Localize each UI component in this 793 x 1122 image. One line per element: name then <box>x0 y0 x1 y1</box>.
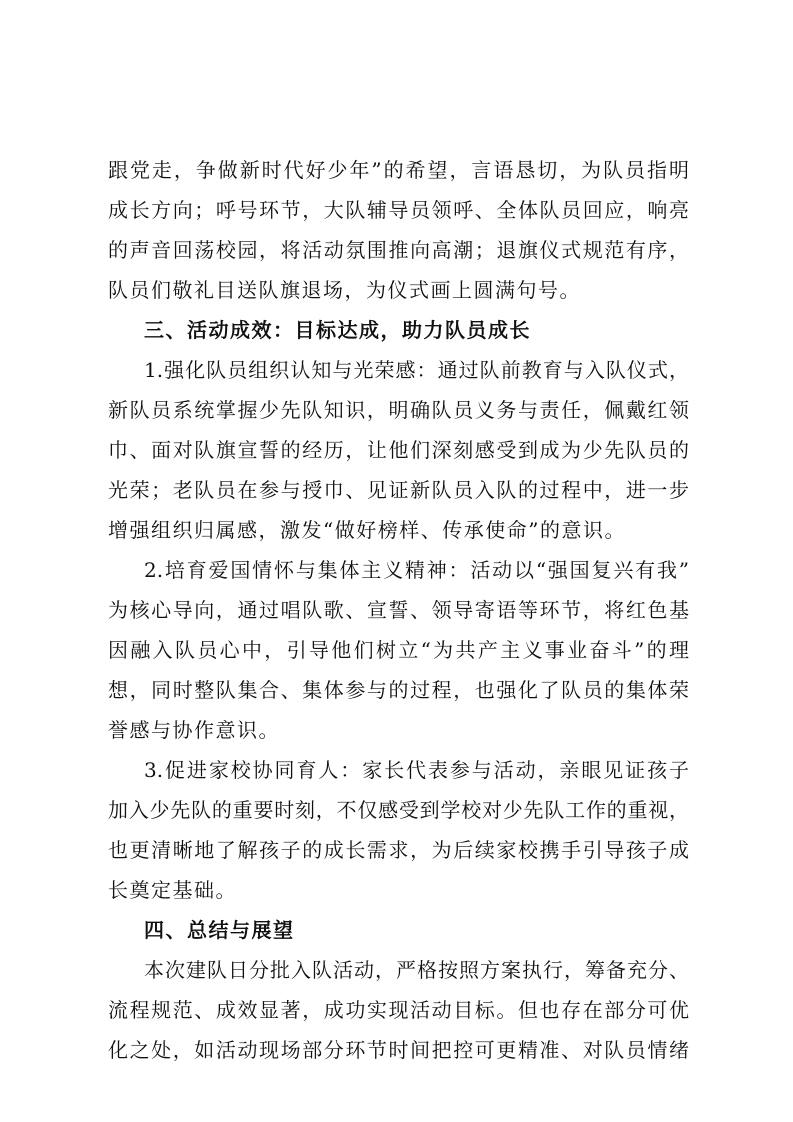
text-line: 巾、面对队旗宣誓的经历，让他们深刻感受到成为少先队员的 <box>108 438 689 462</box>
text-line: 因融入队员心中，引导他们树立“为共产主义事业奋斗”的理 <box>108 638 689 662</box>
text-line: 为核心导向，通过唱队歌、宣誓、领导寄语等环节，将红色基 <box>108 598 689 622</box>
paragraph <box>108 550 689 750</box>
text-line: 增强组织归属感，激发“做好榜样、传承使命”的意识。 <box>108 518 626 542</box>
paragraph <box>108 350 689 550</box>
text-line: 四、总结与展望 <box>144 918 295 942</box>
text-line: 化之处，如活动现场部分环节时间把控可更精准、对队员情绪 <box>108 1038 689 1062</box>
section-heading <box>108 910 689 950</box>
text-line: 3.促进家校协同育人：家长代表参与活动，亲眼见证孩子 <box>144 758 689 782</box>
text-line: 三、活动成效：目标达成，助力队员成长 <box>144 318 531 342</box>
text-line: 想，同时整队集合、集体参与的过程，也强化了队员的集体荣 <box>108 678 689 702</box>
text-line: 的声音回荡校园，将活动氛围推向高潮；退旗仪式规范有序， <box>108 238 689 262</box>
paragraph <box>108 750 689 910</box>
text-line: 跟党走，争做新时代好少年”的希望，言语恳切，为队员指明 <box>108 158 689 182</box>
text-line: 队员们敬礼目送队旗退场，为仪式画上圆满句号。 <box>108 278 581 302</box>
text-line: 誉感与协作意识。 <box>108 718 280 742</box>
text-line: 长奠定基础。 <box>108 878 237 902</box>
text-line: 也更清晰地了解孩子的成长需求，为后续家校携手引导孩子成 <box>108 838 689 862</box>
paragraph <box>108 150 689 310</box>
text-line: 成长方向；呼号环节，大队辅导员领呼、全体队员回应，响亮 <box>108 198 689 222</box>
text-line: 流程规范、成效显著，成功实现活动目标。但也存在部分可优 <box>108 998 689 1022</box>
section-heading <box>108 310 689 350</box>
document-page <box>108 150 689 1070</box>
text-line: 2.培育爱国情怀与集体主义精神：活动以“强国复兴有我” <box>144 558 689 582</box>
text-line: 光荣；老队员在参与授巾、见证新队员入队的过程中，进一步 <box>108 478 689 502</box>
text-line: 本次建队日分批入队活动，严格按照方案执行，筹备充分、 <box>144 958 689 982</box>
text-line: 新队员系统掌握少先队知识，明确队员义务与责任，佩戴红领 <box>108 398 689 422</box>
paragraph <box>108 950 689 1070</box>
text-line: 1.强化队员组织认知与光荣感：通过队前教育与入队仪式， <box>144 358 689 382</box>
text-line: 加入少先队的重要时刻，不仅感受到学校对少先队工作的重视， <box>108 798 689 822</box>
